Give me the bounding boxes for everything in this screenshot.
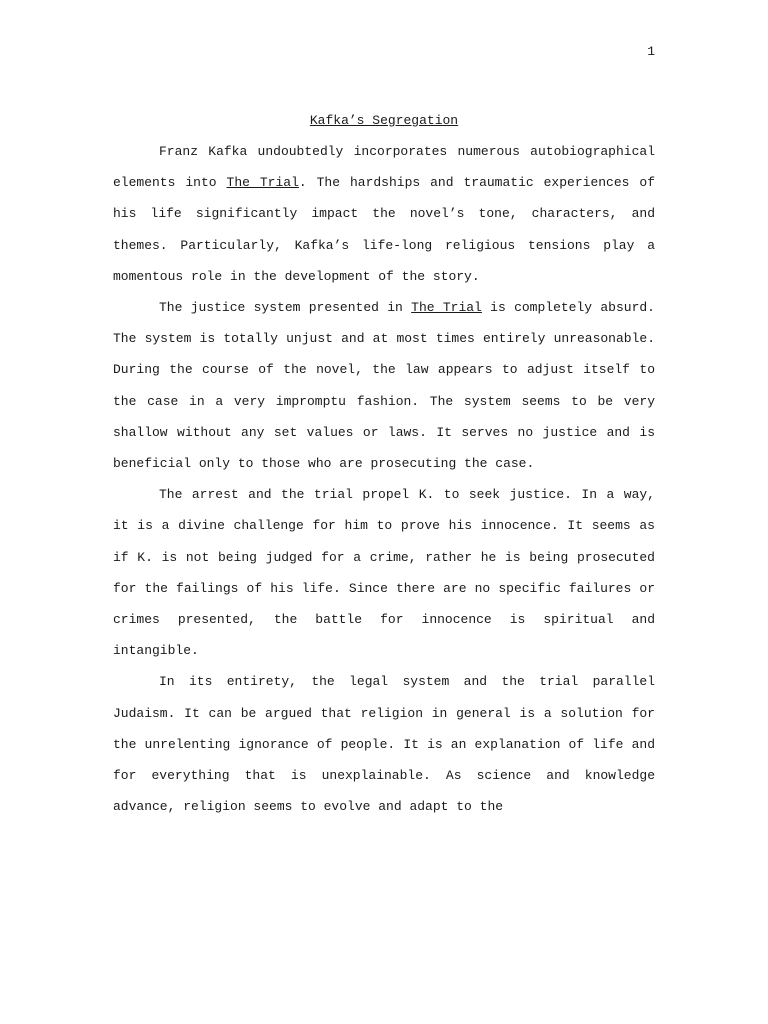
paragraph-text: The arrest and the trial propel K. to seek justice. In a way, it is a divine challenge for him to prove his innocence. It seems as if K. is not being judged for a crime, rather he is being prosecuted for the failings of his life. Since there are no specific failures or crimes presented, the battle for innocence is spiritual and intangible. — [113, 487, 655, 659]
paragraph-text: . The hardships and traumatic experiences of his life significantly impact the novel’s tone, characters, and themes. Particularly, Kafka’s life-long religious tensions play a momentous role in the development of the story. — [113, 175, 655, 284]
book-title-reference: The Trial — [226, 175, 299, 191]
paragraph — [113, 666, 655, 822]
document-title: Kafka’s Segregation — [309, 113, 459, 128]
paragraph — [113, 292, 655, 479]
paragraph-text: is completely absurd. The system is totally unjust and at most times entirely unreasonable. During the course of the novel, the law appears to adjust itself to the case in a very impromptu fashion. The system seems to be very shallow without any set values or laws. It serves no justice and is beneficial only to those who are prosecuting the case. — [113, 300, 655, 472]
book-title-reference: The Trial — [411, 300, 482, 316]
document-body — [113, 136, 655, 822]
page-number: 1 — [647, 44, 655, 59]
paragraph — [113, 479, 655, 666]
paragraph — [113, 136, 655, 292]
paragraph-text: Franz Kafka undoubtedly incorporates numerous autobiographical elements into — [113, 144, 655, 191]
paragraph-text: The justice system presented in — [159, 300, 412, 316]
paragraph-text: In its entirety, the legal system and the trial parallel Judaism. It can be argued that religion in general is a solution for the unrelenting ignorance of people. It is an explanation of life and for everything that is unexplainable. As science and knowledge advance, religion seems to evolve and adapt to the — [113, 674, 655, 815]
